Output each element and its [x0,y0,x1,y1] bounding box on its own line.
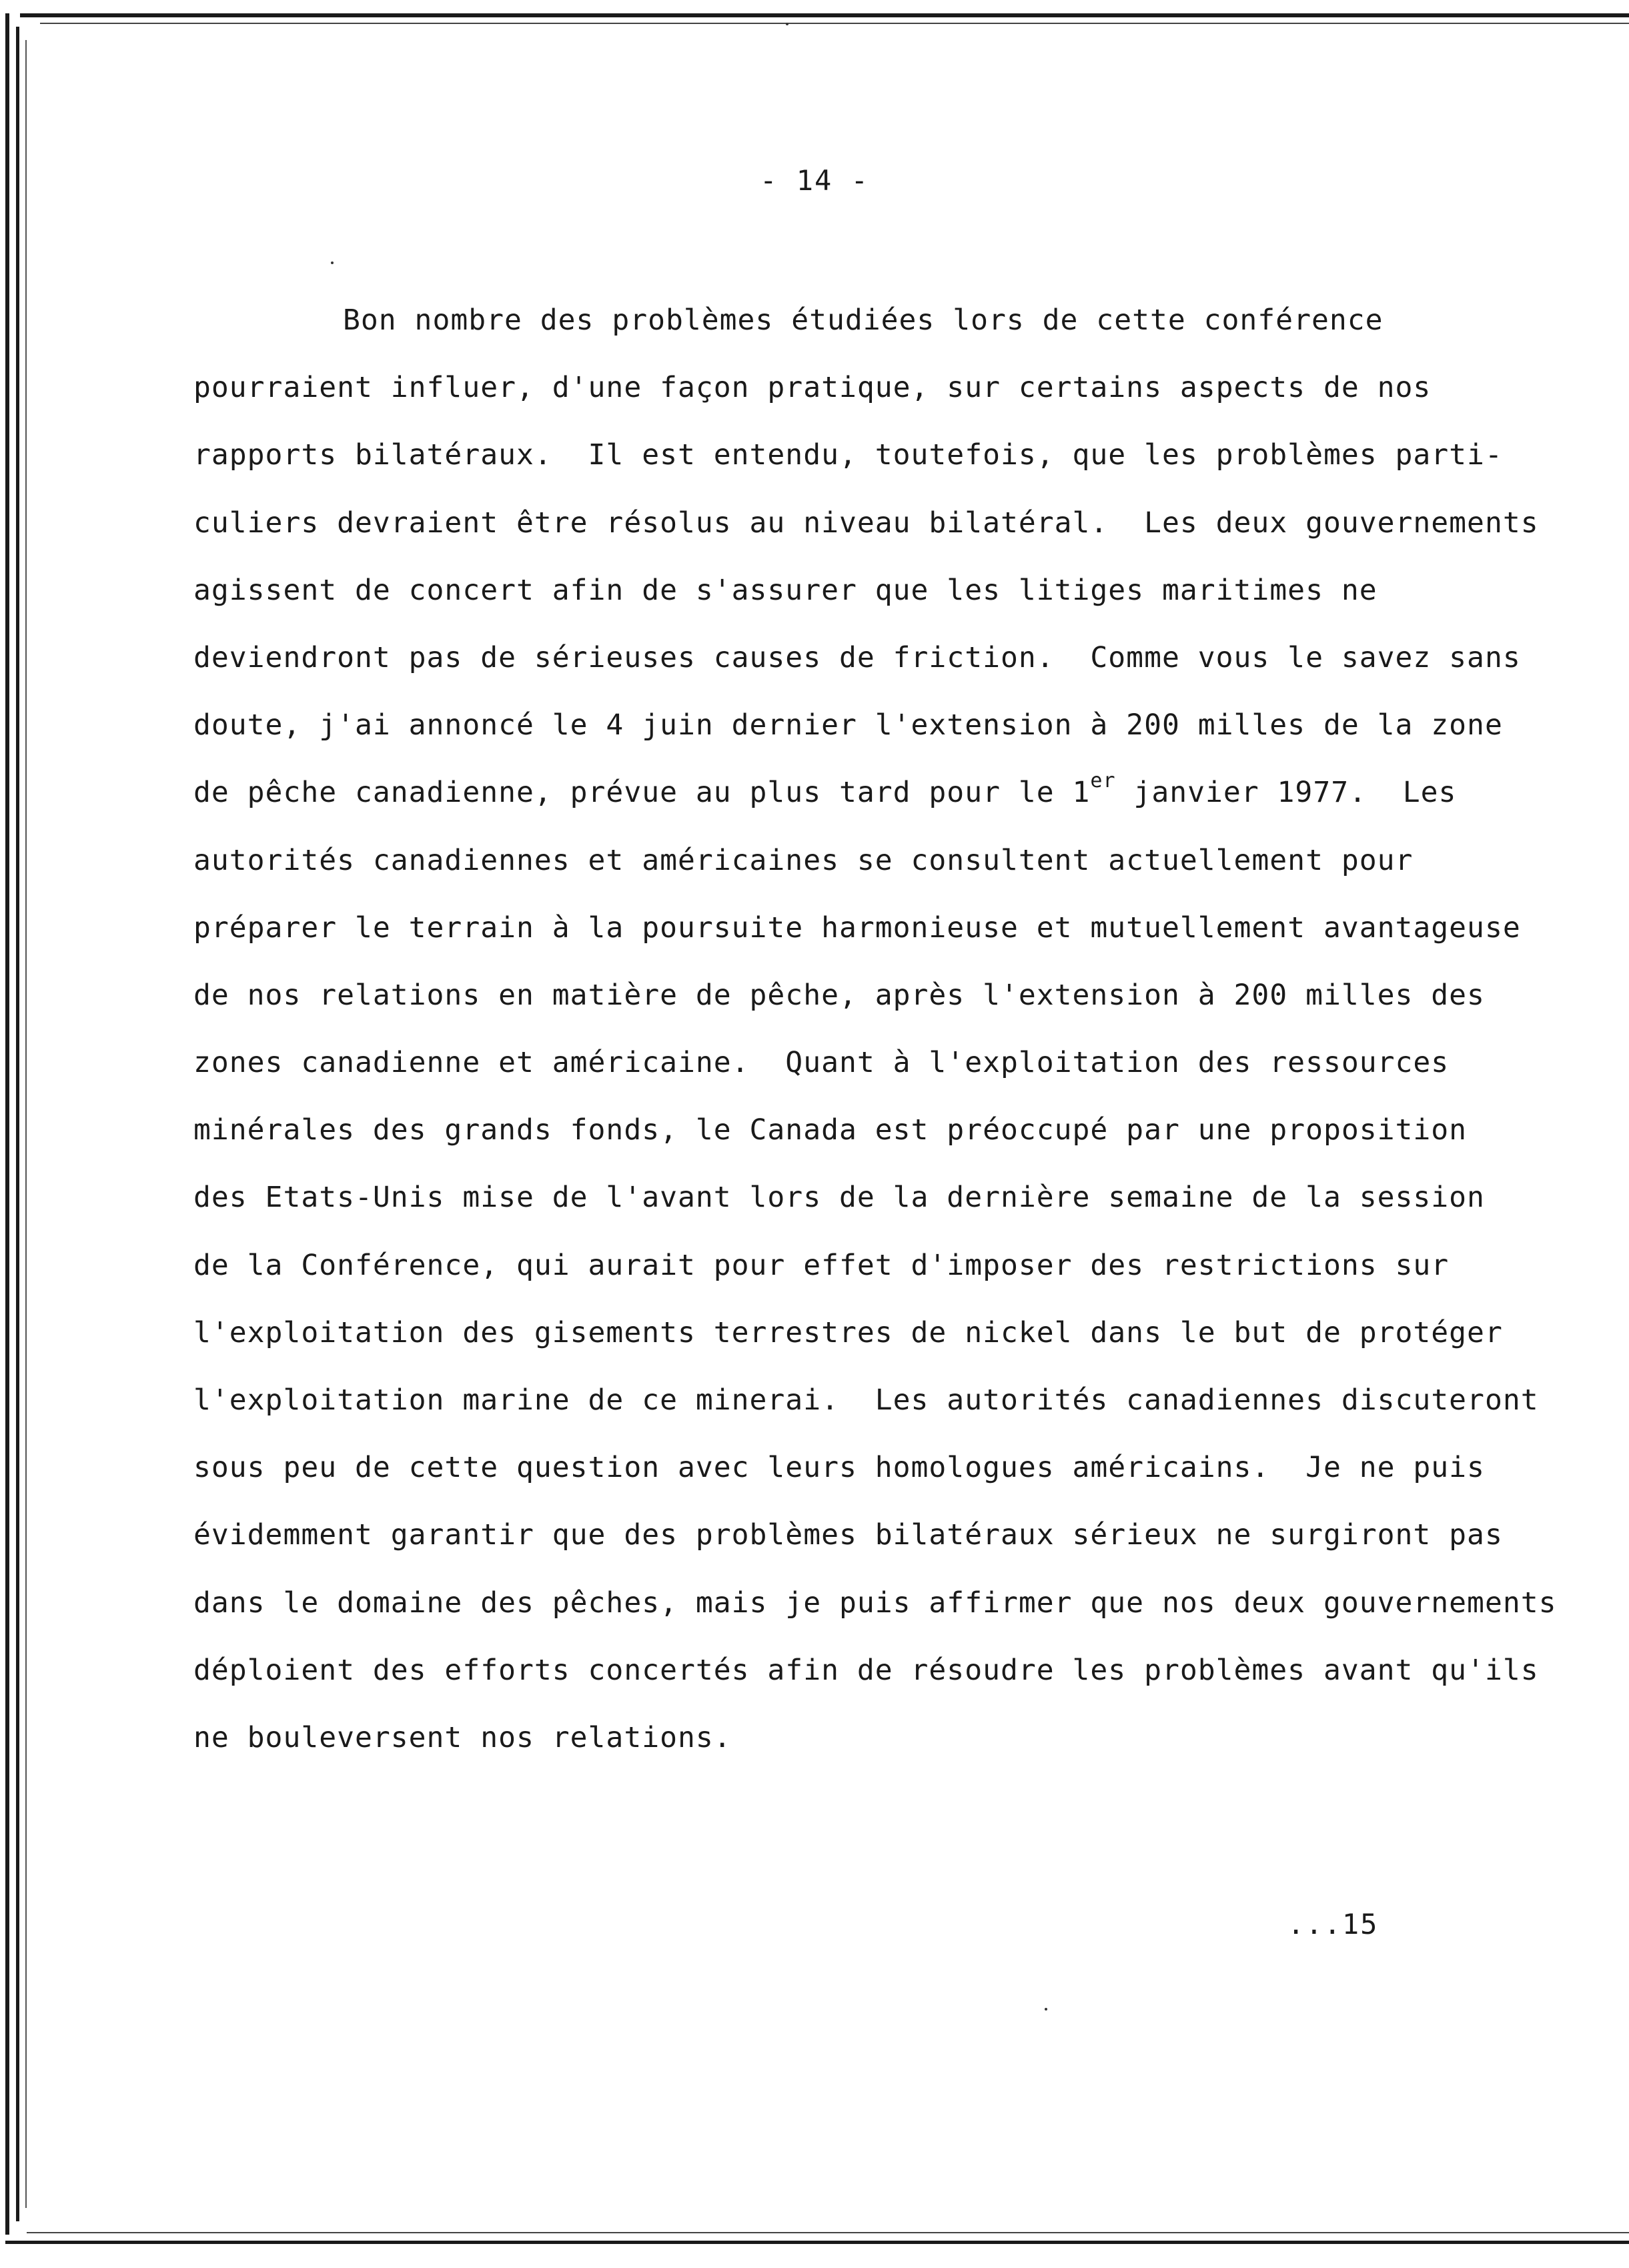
paragraph-line: de nos relations en matière de pêche, après l'extension à 200 milles des [193,978,1485,1012]
paragraph-line: de la Conférence, qui aurait pour effet d'imposer des restrictions sur [193,1248,1450,1282]
paragraph-line: ne bouleversent nos relations. [193,1720,732,1754]
scan-speck [331,261,334,264]
paragraph-line: l'exploitation des gisements terrestres de nickel dans le but de protéger [193,1315,1503,1349]
paragraph-line: pourraient influer, d'une façon pratique, sur certains aspects de nos [193,371,1432,405]
scan-border-left [5,13,9,2235]
superscript-er: er [1090,769,1116,793]
scan-border-bottom-thin [27,2232,1629,2233]
body-paragraph [193,287,1557,1772]
paragraph-line: culiers devraient être résolus au niveau bilatéral. Les deux gouvernements [193,506,1539,540]
paragraph-line: zones canadienne et américaine. Quant à l'exploitation des ressources [193,1046,1450,1080]
paragraph-line: rapports bilatéraux. Il est entendu, toutefois, que les problèmes parti- [193,438,1503,472]
paragraph-line: évidemment garantir que des problèmes bilatéraux sérieux ne surgiront pas [193,1518,1503,1552]
paragraph-line-with-superscript [193,759,1474,826]
paragraph-line: deviendront pas de sérieuses causes de friction. Comme vous le savez sans [193,640,1521,674]
paragraph-line: dans le domaine des pêches, mais je puis affirmer que nos deux gouvernements [193,1586,1557,1620]
paragraph-line: autorités canadiennes et américaines se consultent actuellement pour [193,843,1414,877]
paragraph-line: préparer le terrain à la poursuite harmonieuse et mutuellement avantageuse [193,911,1521,945]
paragraph-line: Bon nombre des problèmes étudiées lors de cette conférence [343,304,1384,337]
paragraph-line: sous peu de cette question avec leurs homologues américains. Je ne puis [193,1451,1485,1485]
scan-border-top-thin [40,23,1629,24]
line-text-after: janvier 1977. Les [1115,776,1457,810]
scan-border-bottom [5,2241,1629,2244]
scan-border-top [20,13,1629,17]
scan-speck [1045,2008,1047,2011]
paragraph-line: doute, j'ai annoncé le 4 juin dernier l'extension à 200 milles de la zone [193,708,1503,742]
line-text-before: de pêche canadienne, prévue au plus tard pour le 1 [193,776,1091,810]
paragraph-line: minérales des grands fonds, le Canada est préoccupé par une proposition [193,1113,1468,1147]
paragraph-line: des Etats-Unis mise de l'avant lors de la dernière semaine de la session [193,1181,1485,1215]
paragraph-line: agissent de concert afin de s'assurer que les litiges maritimes ne [193,573,1378,607]
page-number: - 14 - [760,164,869,197]
scan-speck [786,23,788,25]
continuation-marker: ...15 [1287,1908,1379,1940]
paragraph-line: déploient des efforts concertés afin de résoudre les problèmes avant qu'ils [193,1653,1539,1687]
paragraph-line: l'exploitation marine de ce minerai. Les autorités canadiennes discuteront [193,1383,1539,1417]
scan-border-left-thin [25,40,27,2208]
scan-border-left-inner [16,27,19,2221]
